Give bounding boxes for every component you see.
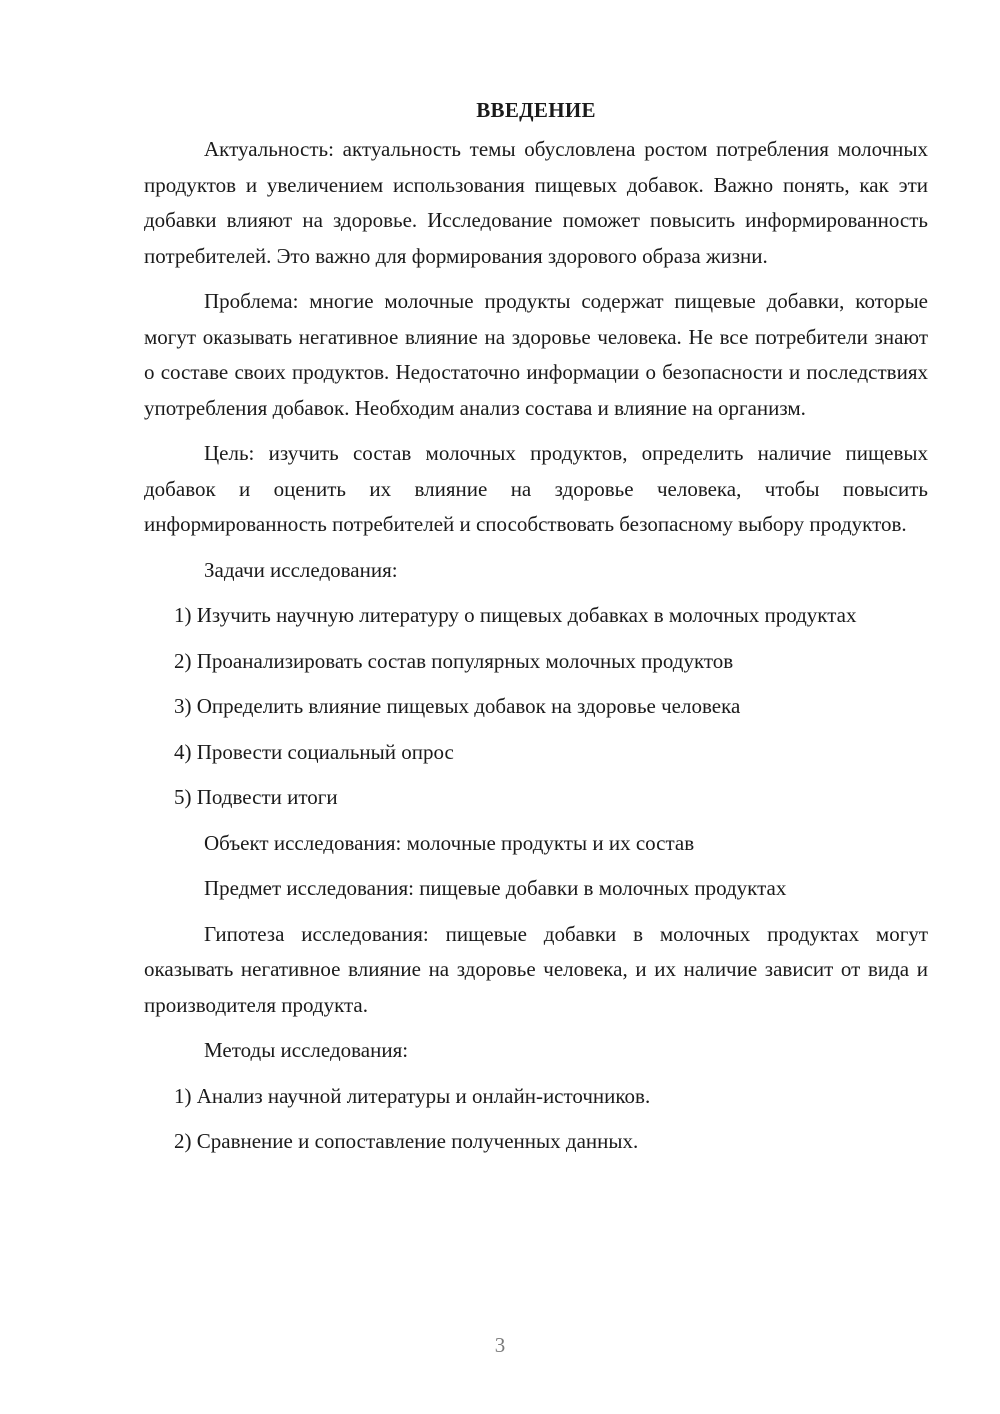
hypothesis-paragraph: Гипотеза исследования: пищевые добавки в молочных продуктах могут оказывать негативное влияние на здоровье человека, и их наличие зависит от вида и производителя продукта. [144,921,928,1017]
task-item: 3) Определить влияние пищевых добавок на здоровье человека [174,694,741,718]
task-item: 5) Подвести итоги [174,785,338,809]
problem-paragraph: Проблема: многие молочные продукты содержат пищевые добавки, которые могут оказывать негативное влияние на здоровье человека. Не все потребители знают о составе своих продуктов. Недостаточно информации о безопасности и последствиях употребления добавок. Необходим анализ состава и влияние на организм. [144,289,928,420]
goal-paragraph: Цель: изучить состав молочных продуктов, определить наличие пищевых добавок и оценить их влияние на здоровье человека, чтобы повысить информированность потребителей и способствовать безопасному выбору продуктов. [144,441,928,536]
page-number: 3 [494,1333,506,1357]
object-line: Объект исследования: молочные продукты и их состав [204,830,695,855]
method-item: 2) Сравнение и сопоставление полученных данных. [174,1129,639,1153]
task-item: 4) Провести социальный опрос [174,739,454,764]
task-item: 2) Проанализировать состав популярных молочных продуктов [174,648,734,673]
methods-heading: Методы исследования: [204,1038,409,1062]
document-page [144,92,928,1170]
section-title: ВВЕДЕНИЕ [476,98,596,122]
relevance-paragraph: Актуальность: актуальность темы обусловлена ростом потребления молочных продуктов и увеличением использования пищевых добавок. Важно понять, как эти добавки влияют на здоровье. Исследование поможет повысить информированность потребителей. Это важно для формирования здорового образа жизни. [144,137,928,268]
task-item: 1) Изучить научную литературу о пищевых добавках в молочных продуктах [174,603,857,627]
subject-line: Предмет исследования: пищевые добавки в молочных продуктах [204,876,787,900]
tasks-heading: Задачи исследования: [204,557,398,582]
method-item: 1) Анализ научной литературы и онлайн-источников. [174,1083,651,1108]
